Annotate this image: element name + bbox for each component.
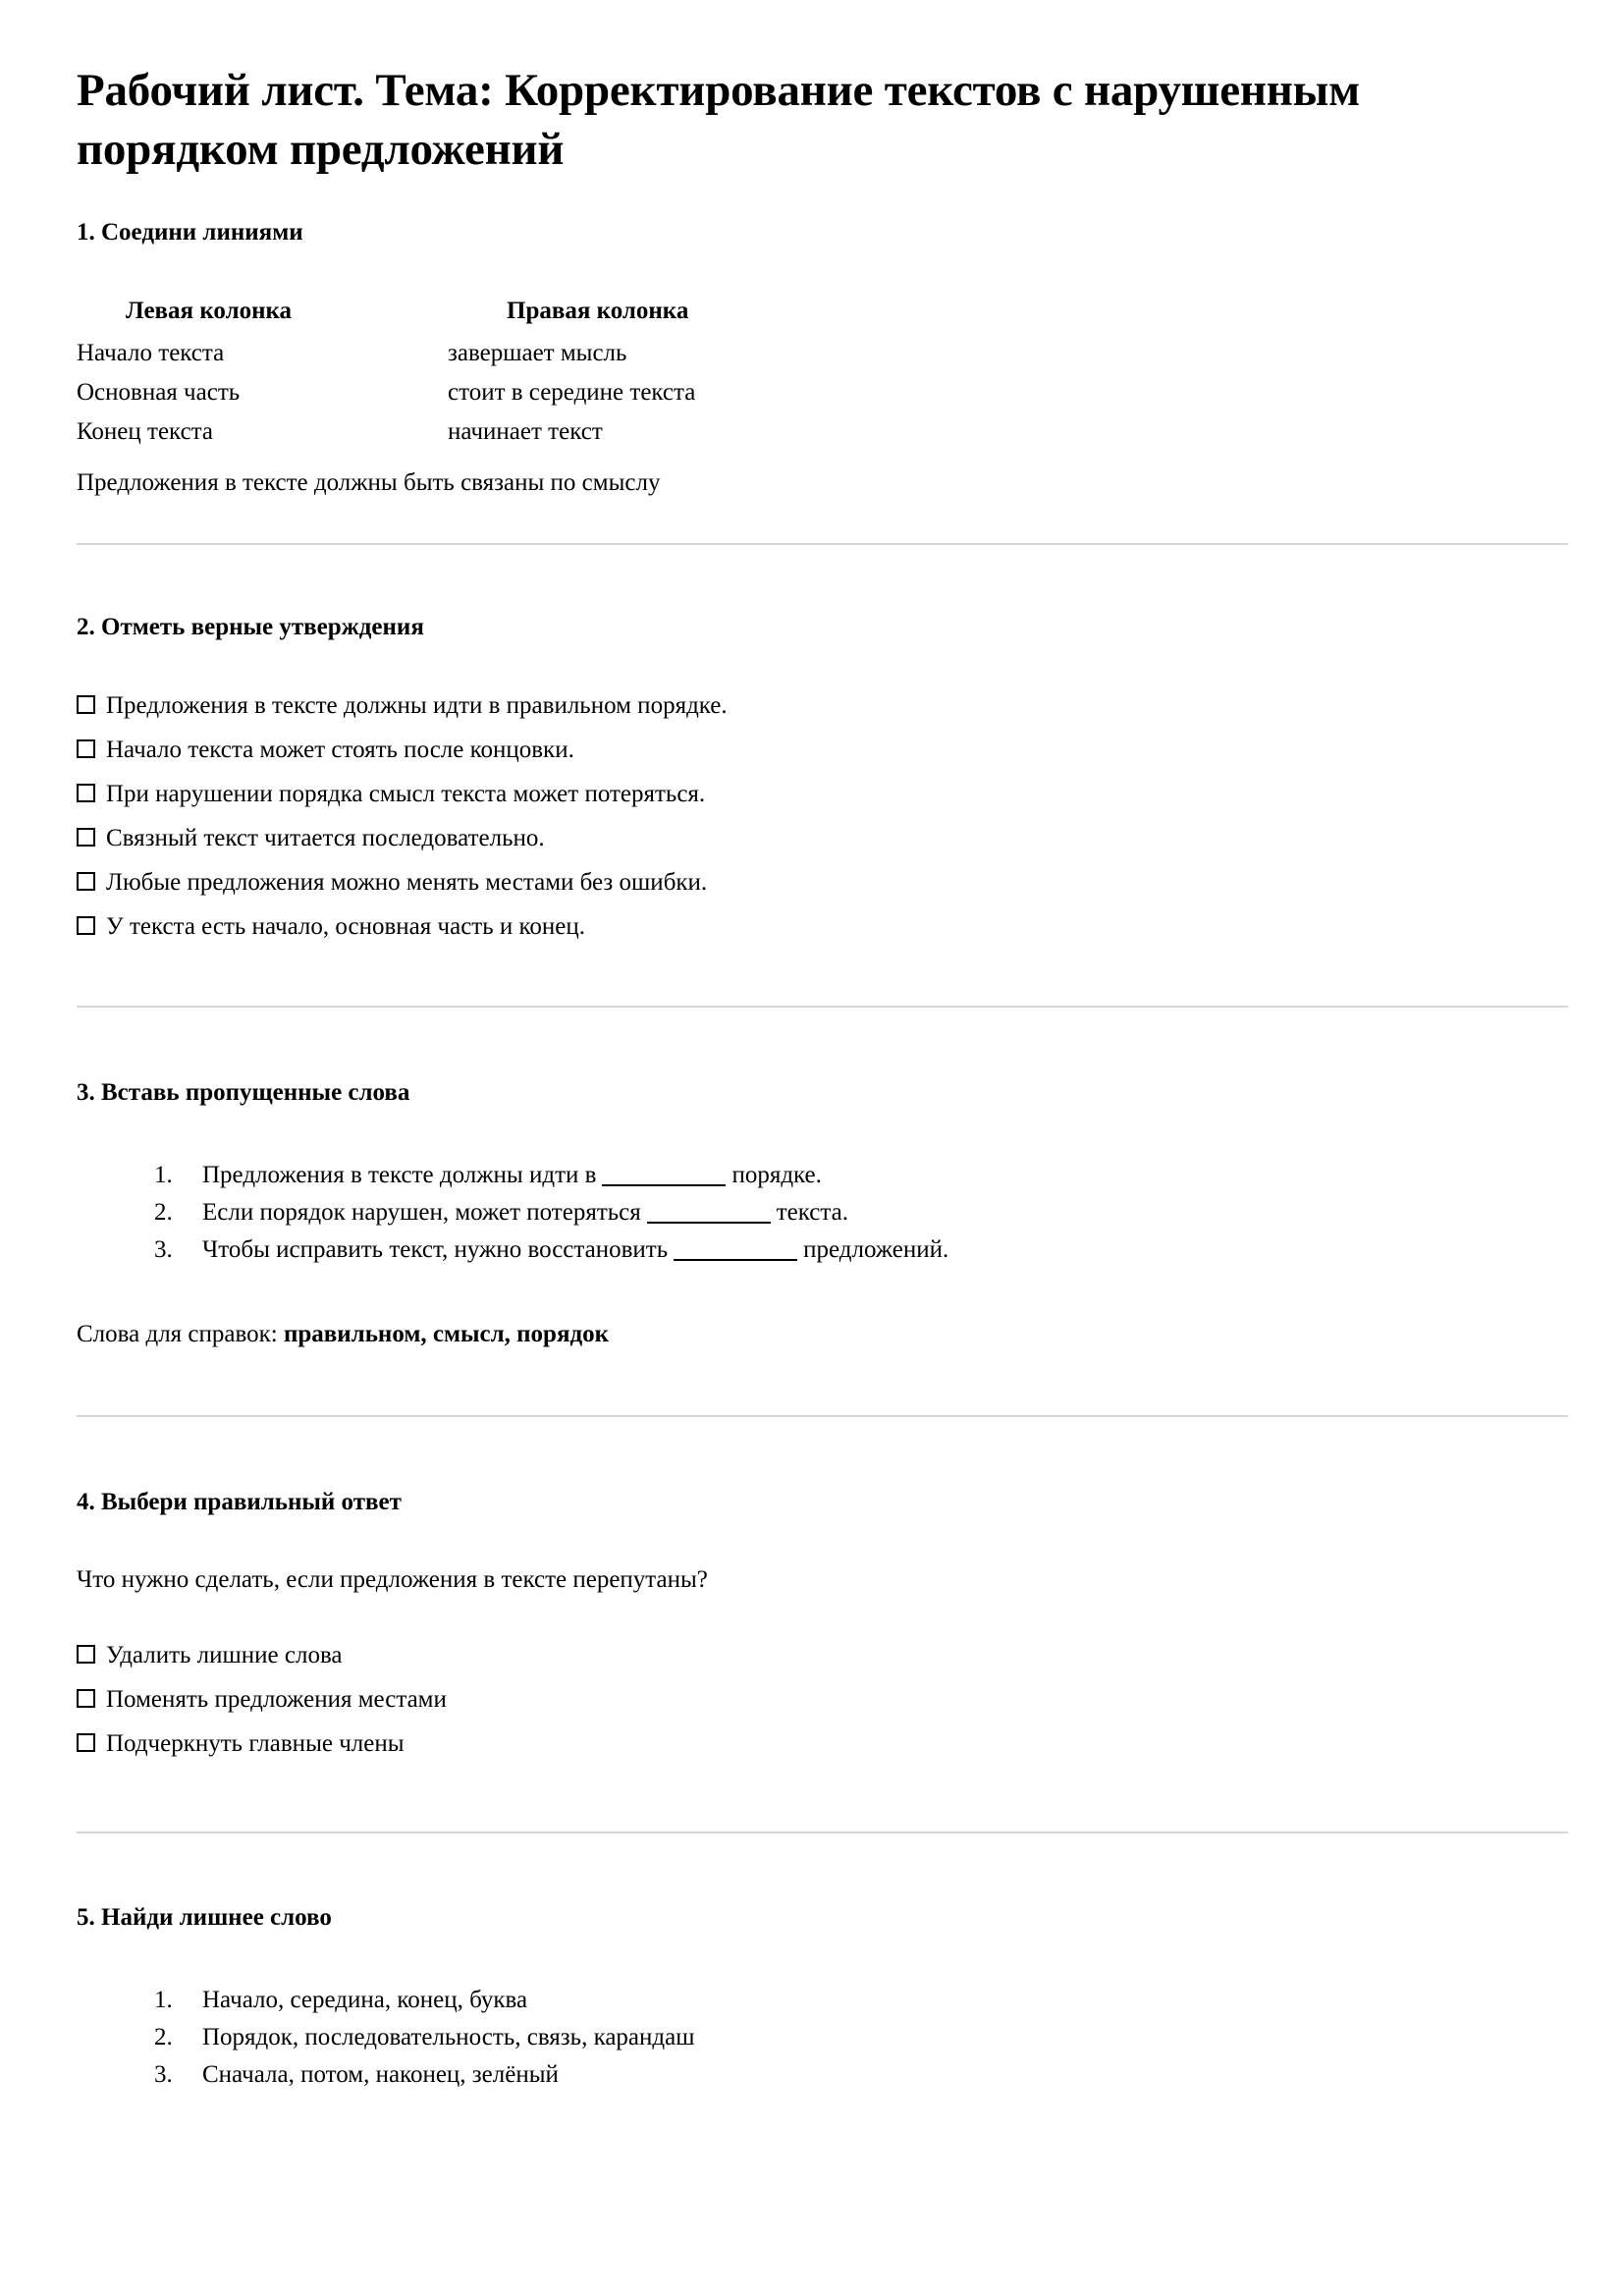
checkbox-icon[interactable] <box>77 695 95 714</box>
statement-label: Любые предложения можно менять местами без ошибки. <box>106 869 708 897</box>
list-item[interactable] <box>179 2022 1568 2053</box>
checkbox-icon[interactable] <box>77 872 95 891</box>
match-right-item[interactable]: начинает текст <box>448 417 603 445</box>
page-title: Рабочий лист. Тема: Корректирование текстов с нарушенным порядком предложений <box>77 65 1360 176</box>
list-item[interactable] <box>77 781 1568 808</box>
list-item[interactable] <box>77 869 1568 897</box>
statement-label: Предложения в тексте должны идти в правильном порядке. <box>106 692 728 720</box>
statements-checkbox-list <box>77 692 1568 941</box>
list-item[interactable] <box>77 1730 1568 1758</box>
list-item[interactable] <box>77 1686 1568 1714</box>
section-1-heading: 1. Соедини линиями <box>77 219 303 246</box>
blank-sentence-before: Чтобы исправить текст, нужно восстановить <box>202 1235 669 1263</box>
blank-sentence-after: предложений. <box>803 1235 949 1263</box>
statement-label: У текста есть начало, основная часть и конец. <box>106 913 585 941</box>
table-row[interactable] <box>77 380 1194 419</box>
fill-blank-list <box>77 1160 1568 1266</box>
match-left-item[interactable]: Начало текста <box>77 339 225 366</box>
statement-label: Начало текста может стоять после концовки. <box>106 737 574 764</box>
list-item[interactable] <box>77 913 1568 941</box>
column-header-left: Левая колонка <box>126 297 293 324</box>
list-item <box>179 1197 1568 1229</box>
word-group: Начало, середина, конец, буква <box>202 1986 528 2013</box>
table-header-row <box>77 299 1194 341</box>
checkbox-icon[interactable] <box>77 1733 95 1752</box>
blank-sentence-before: Предложения в тексте должны идти в <box>202 1161 597 1188</box>
checkbox-icon[interactable] <box>77 1689 95 1708</box>
option-label: Удалить лишние слова <box>106 1642 343 1669</box>
blank-input[interactable] <box>602 1184 726 1186</box>
word-bank-words: правильном, смысл, порядок <box>283 1320 610 1347</box>
list-item <box>179 1160 1568 1191</box>
blank-input[interactable] <box>647 1222 771 1224</box>
mc-options-list <box>77 1642 1568 1758</box>
checkbox-icon[interactable] <box>77 739 95 758</box>
column-header-right: Правая колонка <box>507 297 689 324</box>
word-group: Порядок, последовательность, связь, карандаш <box>202 2023 695 2050</box>
section-3-heading: 3. Вставь пропущенные слова <box>77 1079 410 1107</box>
section-4-heading: 4. Выбери правильный ответ <box>77 1488 402 1515</box>
list-item[interactable] <box>179 1985 1568 2016</box>
match-table <box>77 299 1194 459</box>
blank-input[interactable] <box>674 1259 797 1261</box>
word-bank <box>77 1320 1568 1349</box>
section-5-heading: 5. Найди лишнее слово <box>77 1904 332 1932</box>
blank-sentence-after: порядке. <box>731 1161 822 1188</box>
section-fill-blanks <box>77 1077 1568 1349</box>
odd-word-list <box>77 1985 1568 2091</box>
mc-question: Что нужно сделать, если предложения в тексте перепутаны? <box>77 1566 708 1594</box>
checkbox-icon[interactable] <box>77 916 95 935</box>
option-label: Поменять предложения местами <box>106 1686 447 1714</box>
list-item[interactable] <box>179 2059 1568 2091</box>
table-row[interactable] <box>77 419 1194 459</box>
statement-label: При нарушении порядка смысл текста может потеряться. <box>106 781 706 808</box>
blank-sentence-after: текста. <box>776 1198 848 1226</box>
checkbox-icon[interactable] <box>77 828 95 847</box>
match-right-item[interactable]: стоит в середине текста <box>448 378 696 406</box>
list-item[interactable] <box>77 1642 1568 1669</box>
checkbox-icon[interactable] <box>77 1645 95 1664</box>
word-bank-label: Слова для справок: <box>77 1320 278 1347</box>
section-multiple-choice <box>77 1487 1568 1759</box>
section-2-heading: 2. Отметь верные утверждения <box>77 613 424 640</box>
match-left-item[interactable]: Конец текста <box>77 417 214 445</box>
match-note: Предложения в тексте должны быть связаны по смыслу <box>77 468 661 496</box>
list-item[interactable] <box>77 825 1568 852</box>
statement-label: Связный текст читается последовательно. <box>106 825 545 852</box>
list-item <box>179 1234 1568 1266</box>
section-match-lines <box>77 217 1568 495</box>
list-item[interactable] <box>77 692 1568 720</box>
checkbox-icon[interactable] <box>77 784 95 802</box>
section-odd-one-out <box>77 1902 1568 2091</box>
list-item[interactable] <box>77 737 1568 764</box>
match-left-item[interactable]: Основная часть <box>77 378 241 406</box>
option-label: Подчеркнуть главные члены <box>106 1730 405 1758</box>
table-row[interactable] <box>77 341 1194 380</box>
section-true-statements <box>77 612 1568 942</box>
match-right-item[interactable]: завершает мысль <box>448 339 627 366</box>
word-group: Сначала, потом, наконец, зелёный <box>202 2060 559 2088</box>
blank-sentence-before: Если порядок нарушен, может потеряться <box>202 1198 641 1226</box>
